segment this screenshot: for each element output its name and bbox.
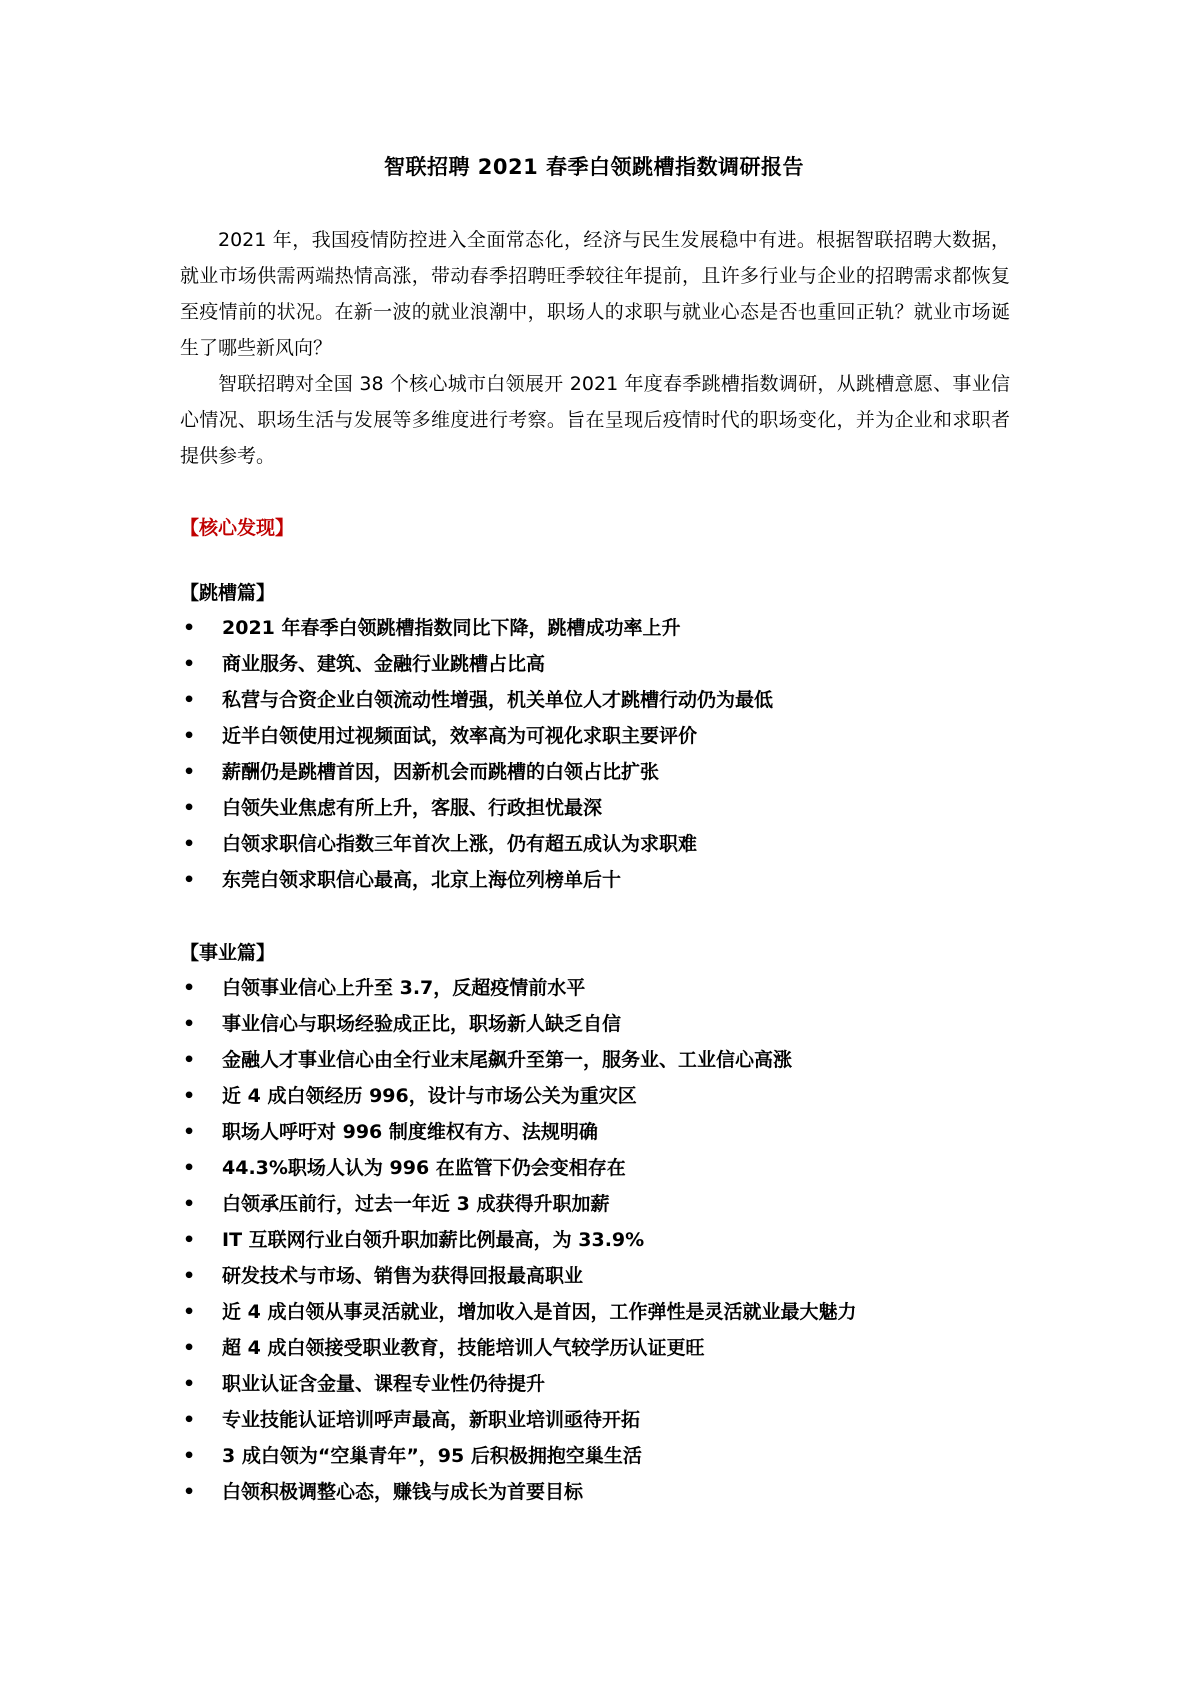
list-item [180, 646, 773, 682]
list-item [180, 1114, 856, 1150]
list-item [180, 1150, 856, 1186]
bullet-icon: • [183, 725, 196, 747]
list-item-text: 2021 年春季白领跳槽指数同比下降，跳槽成功率上升 [222, 617, 681, 639]
list-item-text: 44.3%职场人认为 996 在监管下仍会变相存在 [222, 1157, 626, 1179]
list-item-text: 近半白领使用过视频面试，效率高为可视化求职主要评价 [222, 725, 698, 747]
bullet-icon: • [183, 617, 196, 639]
list-item-text: 白领求职信心指数三年首次上涨，仍有超五成认为求职难 [222, 833, 698, 855]
list-item [180, 1330, 856, 1366]
intro-paragraph: 2021 年，我国疫情防控进入全面常态化，经济与民生发展稳中有进。根据智联招聘大数据，就业市场供需两端热情高涨，带动春季招聘旺季较往年提前，且许多行业与企业的招聘需求都恢复至疫情前的状况。在新一波的就业浪潮中，职场人的求职与就业心态是否也重回正轨？就业市场诞生了哪些新风向？ [180, 229, 1010, 359]
intro-paragraph: 智联招聘对全国 38 个核心城市白领展开 2021 年度春季跳槽指数调研，从跳槽意愿、事业信心情况、职场生活与发展等多维度进行考察。旨在呈现后疫情时代的职场变化，并为企业和求职者提供参考。 [180, 373, 1010, 467]
list-item [180, 826, 773, 862]
bullet-icon: • [183, 653, 196, 675]
bullet-icon: • [183, 1409, 196, 1431]
list-item-text: 专业技能认证培训呼声最高，新职业培训亟待开拓 [222, 1409, 641, 1431]
page-title: 智联招聘 2021 春季白领跳槽指数调研报告 [383, 155, 805, 179]
list-item [180, 1294, 856, 1330]
bullet-icon: • [183, 761, 196, 783]
bullet-icon: • [183, 1229, 196, 1251]
list-item-text: 超 4 成白领接受职业教育，技能培训人气较学历认证更旺 [222, 1337, 705, 1359]
bullet-icon: • [183, 1157, 196, 1179]
list-item-text: 白领积极调整心态，赚钱与成长为首要目标 [222, 1481, 584, 1503]
list-item-text: 白领事业信心上升至 3.7，反超疫情前水平 [222, 977, 586, 999]
bullet-icon: • [183, 833, 196, 855]
bullet-icon: • [183, 1121, 196, 1143]
list-item-text: 研发技术与市场、销售为获得回报最高职业 [222, 1265, 584, 1287]
list-item [180, 1474, 856, 1510]
bullet-icon: • [183, 689, 196, 711]
list-item-text: 职业认证含金量、课程专业性仍待提升 [222, 1373, 546, 1395]
list-item [180, 862, 773, 898]
bullet-icon: • [183, 1049, 196, 1071]
list-item [180, 1186, 856, 1222]
bullet-icon: • [183, 797, 196, 819]
list-item-text: 事业信心与职场经验成正比，职场新人缺乏自信 [222, 1013, 622, 1035]
bullet-icon: • [183, 1373, 196, 1395]
list-item [180, 718, 773, 754]
list-item-text: 近 4 成白领从事灵活就业，增加收入是首因，工作弹性是灵活就业最大魅力 [222, 1301, 857, 1323]
core-findings-heading: 【核心发现】 [180, 517, 295, 539]
list-item-text: 私营与合资企业白领流动性增强，机关单位人才跳槽行动仍为最低 [222, 689, 774, 711]
list-item [180, 1438, 856, 1474]
bullet-icon: • [183, 1337, 196, 1359]
list-item [180, 754, 773, 790]
list-item [180, 1006, 856, 1042]
list-item [180, 1042, 856, 1078]
intro-section [180, 222, 1010, 474]
section-heading-career: 【事业篇】 [180, 942, 276, 964]
list-item [180, 970, 856, 1006]
list-item [180, 1366, 856, 1402]
list-item-text: 白领承压前行，过去一年近 3 成获得升职加薪 [222, 1193, 610, 1215]
list-item-text: 近 4 成白领经历 996，设计与市场公关为重灾区 [222, 1085, 637, 1107]
bullet-icon: • [183, 977, 196, 999]
list-item-text: 东莞白领求职信心最高，北京上海位列榜单后十 [222, 869, 622, 891]
list-item-text: 薪酬仍是跳槽首因，因新机会而跳槽的白领占比扩张 [222, 761, 660, 783]
bullet-icon: • [183, 1445, 196, 1467]
bullet-icon: • [183, 1193, 196, 1215]
list-item [180, 1078, 856, 1114]
bullet-icon: • [183, 1481, 196, 1503]
list-item [180, 1222, 856, 1258]
career-list [180, 970, 856, 1510]
list-item [180, 1258, 856, 1294]
list-item-text: IT 互联网行业白领升职加薪比例最高，为 33.9% [222, 1229, 645, 1251]
job-hopping-list [180, 610, 773, 898]
bullet-icon: • [183, 1085, 196, 1107]
bullet-icon: • [183, 1301, 196, 1323]
list-item-text: 3 成白领为“空巢青年”，95 后积极拥抱空巢生活 [222, 1445, 642, 1467]
bullet-icon: • [183, 1013, 196, 1035]
list-item-text: 金融人才事业信心由全行业末尾飙升至第一，服务业、工业信心高涨 [222, 1049, 793, 1071]
list-item [180, 1402, 856, 1438]
section-heading-job-hopping: 【跳槽篇】 [180, 582, 276, 604]
list-item [180, 682, 773, 718]
list-item-text: 商业服务、建筑、金融行业跳槽占比高 [222, 653, 546, 675]
list-item [180, 790, 773, 826]
bullet-icon: • [183, 869, 196, 891]
list-item [180, 610, 773, 646]
bullet-icon: • [183, 1265, 196, 1287]
list-item-text: 职场人呼吁对 996 制度维权有方、法规明确 [222, 1121, 598, 1143]
list-item-text: 白领失业焦虑有所上升，客服、行政担忧最深 [222, 797, 603, 819]
